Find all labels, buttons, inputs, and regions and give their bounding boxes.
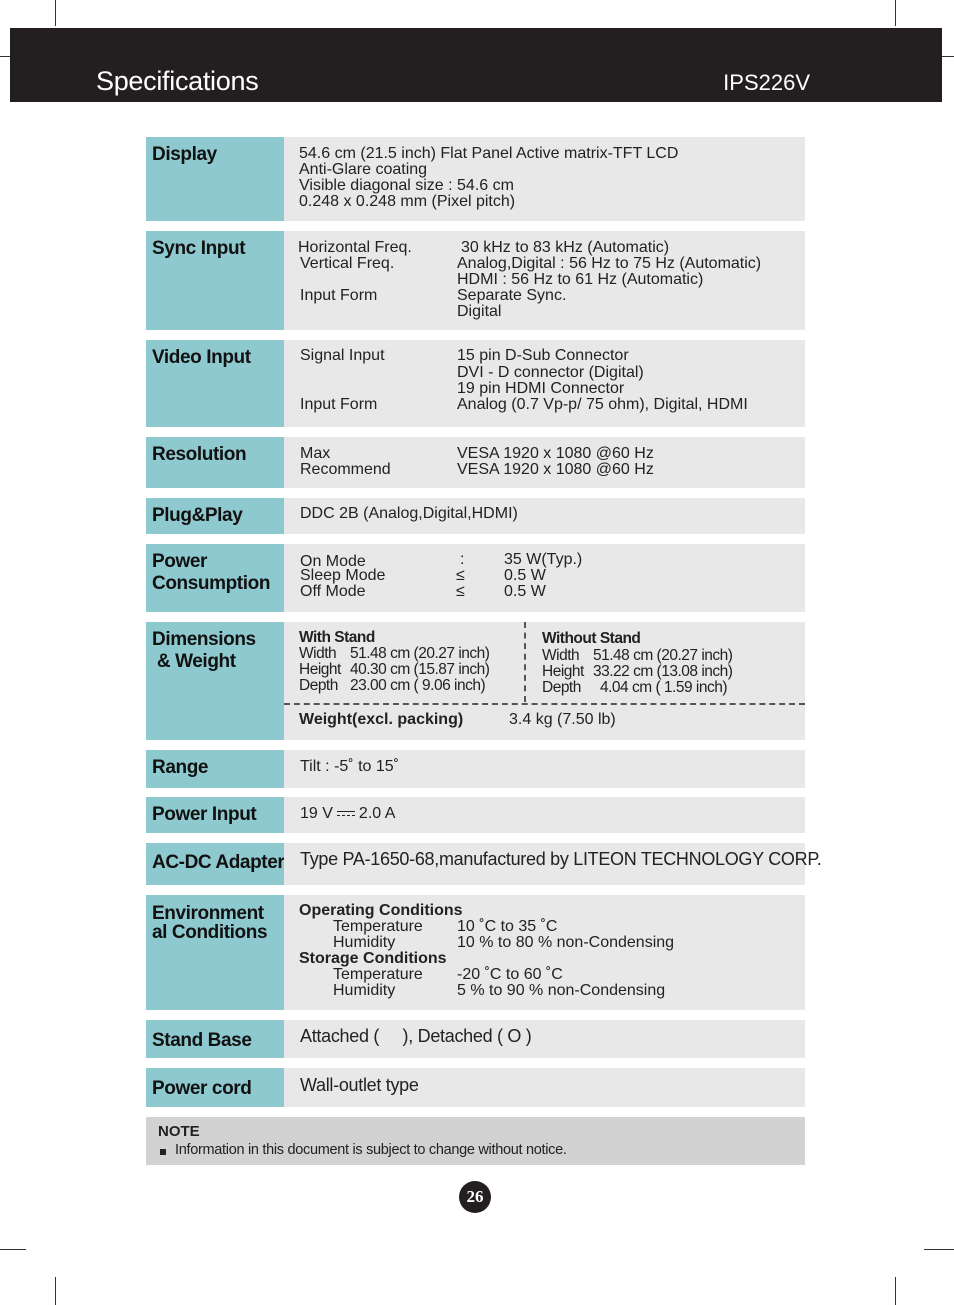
spec-text: Wall-outlet type (300, 1075, 419, 1095)
spec-row-video-input (146, 340, 805, 427)
spec-row-sync-input (146, 231, 805, 330)
crop-mark (895, 1277, 896, 1305)
spec-label: Environment al Conditions (152, 903, 268, 943)
crop-mark (55, 1277, 56, 1305)
spec-label-cell (146, 750, 284, 788)
spec-text: DDC 2B (Analog,Digital,HDMI) (300, 505, 518, 522)
spec-row-stand-base (146, 1020, 805, 1058)
spec-symbol: ≤ (456, 567, 465, 584)
spec-key: On Mode (300, 553, 366, 570)
current-value: 2.0 A (358, 805, 396, 822)
note-text: Information in this document is subject to change without notice. (175, 1142, 567, 1158)
crop-mark (0, 1249, 26, 1250)
spec-text: 5 % to 90 % non-Condensing (457, 982, 666, 999)
row-divider (284, 703, 805, 705)
spec-text: Analog (0.7 Vp-p/ 75 ohm), Digital, HDMI (457, 396, 748, 413)
spec-row-resolution (146, 437, 805, 488)
spec-text: 10 ˚C to 35 ˚C (457, 918, 558, 935)
spec-text: 0.5 W (504, 567, 546, 584)
spec-value-cell (284, 1020, 805, 1058)
spec-row-dimensions (146, 622, 805, 740)
weight-label: Weight(excl. packing) (299, 711, 464, 728)
spec-label: Video Input (152, 347, 251, 368)
spec-label-cell (146, 498, 284, 534)
with-stand-title: With Stand (299, 629, 375, 646)
spec-value-cell (284, 750, 805, 788)
spec-value-cell (284, 797, 805, 833)
spec-value-cell (284, 1068, 805, 1107)
spec-text: Separate Sync. (457, 287, 567, 304)
model-name: IPS226V (723, 70, 810, 95)
spec-label: Resolution (152, 444, 247, 465)
spec-key: Temperature (333, 966, 423, 983)
crop-mark (55, 0, 56, 26)
spec-key: Humidity (333, 934, 396, 951)
spec-label-cell (146, 437, 284, 488)
spec-text: 23.00 cm ( 9.06 inch) (350, 677, 486, 694)
spec-key: Depth (299, 677, 338, 694)
spec-label-cell (146, 622, 284, 740)
crop-mark (895, 0, 896, 26)
spec-text: Analog,Digital : 56 Hz to 75 Hz (Automatic) (457, 255, 762, 272)
spec-text: Attached ( ), Detached ( O ) (300, 1026, 532, 1046)
spec-text: 54.6 cm (21.5 inch) Flat Panel Active matrix-TFT LCD (299, 145, 679, 162)
spec-text: Digital (457, 303, 502, 320)
spec-text: 40.30 cm (15.87 inch) (350, 661, 490, 678)
spec-key: Input Form (300, 287, 378, 304)
spec-key: Width (299, 645, 337, 662)
spec-text: VESA 1920 x 1080 @60 Hz (457, 461, 654, 478)
spec-label: Power Consumption (152, 551, 271, 594)
spec-text: HDMI : 56 Hz to 61 Hz (Automatic) (457, 271, 704, 288)
spec-row-power-cord (146, 1068, 805, 1107)
spec-label: Dimensions & Weight (152, 629, 256, 672)
spec-key: Max (300, 445, 331, 462)
crop-mark (924, 1249, 954, 1250)
spec-text: 51.48 cm (20.27 inch) (350, 645, 490, 662)
spec-value-cell (284, 544, 805, 612)
spec-key: Width (542, 647, 580, 664)
spec-label: Power cord (152, 1078, 252, 1099)
spec-key: Vertical Freq. (300, 255, 395, 272)
spec-key: Recommend (300, 461, 391, 478)
spec-row-power-input (146, 797, 805, 833)
spec-key: Height (542, 663, 584, 680)
spec-label-cell (146, 895, 284, 1010)
spec-symbol: : (460, 551, 465, 568)
spec-value-cell (284, 137, 805, 221)
spec-value-cell (284, 895, 805, 1010)
spec-key: Sleep Mode (300, 567, 386, 584)
spec-text: Anti-Glare coating (299, 161, 428, 178)
spec-text: Tilt : -5˚ to 15˚ (300, 758, 399, 775)
spec-text: 0.248 x 0.248 mm (Pixel pitch) (299, 193, 516, 210)
spec-label: Sync Input (152, 238, 246, 259)
spec-key: Input Form (300, 396, 378, 413)
spec-value-cell (284, 231, 805, 330)
spec-row-display (146, 137, 805, 221)
dc-symbol-icon (337, 810, 355, 818)
without-stand-title: Without Stand (542, 630, 641, 647)
spec-text: 4.04 cm ( 1.59 inch) (600, 679, 727, 696)
spec-label-cell (146, 843, 284, 885)
spec-label-cell (146, 340, 284, 427)
spec-text: -20 ˚C to 60 ˚C (457, 966, 563, 983)
spec-row-ac-dc-adapter (146, 843, 822, 885)
spec-text: 33.22 cm (13.08 inch) (593, 663, 733, 680)
spec-label: Display (152, 144, 217, 165)
spec-text: Type PA-1650-68,manufactured by LITEON TECHNOLOGY CORP. (300, 849, 822, 869)
spec-text: 15 pin D-Sub Connector (457, 347, 629, 364)
spec-text: 30 kHz to 83 kHz (Automatic) (461, 239, 670, 256)
column-divider (524, 622, 526, 702)
spec-key: Signal Input (300, 347, 385, 364)
spec-value-cell (284, 498, 805, 534)
spec-value-cell (284, 843, 822, 885)
page-title: Specifications (96, 66, 259, 96)
spec-key: Off Mode (300, 583, 366, 600)
spec-text: 19 pin HDMI Connector (457, 380, 625, 397)
spec-text (300, 806, 395, 822)
spec-text: 0.5 W (504, 583, 546, 600)
spec-key: Depth (542, 679, 581, 696)
storage-title: Storage Conditions (299, 950, 447, 967)
spec-label: Power Input (152, 804, 257, 825)
spec-text: VESA 1920 x 1080 @60 Hz (457, 445, 654, 462)
spec-label: Plug&Play (152, 505, 243, 526)
spec-row-plug-and-play (146, 498, 805, 534)
spec-label-cell (146, 1068, 284, 1107)
spec-value-cell (284, 622, 805, 740)
spec-text: Visible diagonal size : 54.6 cm (299, 177, 514, 194)
spec-label-cell (146, 797, 284, 833)
spec-text: 10 % to 80 % non-Condensing (457, 934, 675, 951)
spec-row-environmental (146, 895, 805, 1010)
voltage-value: 19 V (300, 805, 333, 822)
spec-label-cell (146, 544, 284, 612)
spec-row-power-consumption (146, 544, 805, 612)
spec-label-cell (146, 137, 284, 221)
spec-key: Temperature (333, 918, 423, 935)
spec-row-range (146, 750, 805, 788)
page-number: 26 (459, 1181, 491, 1213)
spec-symbol: ≤ (456, 583, 465, 600)
spec-value-cell (284, 340, 805, 427)
note-title: NOTE (158, 1123, 200, 1140)
spec-value-cell (284, 437, 805, 488)
page-header (10, 28, 942, 102)
weight-value: 3.4 kg (7.50 lb) (509, 711, 616, 728)
spec-label-cell (146, 231, 284, 330)
operating-title: Operating Conditions (299, 902, 463, 919)
spec-text: DVI - D connector (Digital) (457, 364, 644, 381)
spec-text: 51.48 cm (20.27 inch) (593, 647, 733, 664)
note-box (146, 1117, 805, 1165)
bullet-icon (160, 1149, 166, 1155)
spec-text: 35 W(Typ.) (504, 551, 583, 568)
spec-label-cell (146, 1020, 284, 1058)
spec-key: Height (299, 661, 341, 678)
spec-label: Range (152, 757, 209, 778)
spec-label: AC-DC Adapter (152, 852, 285, 873)
spec-label: Stand Base (152, 1030, 252, 1051)
spec-key: Humidity (333, 982, 396, 999)
spec-key: Horizontal Freq. (298, 239, 412, 256)
